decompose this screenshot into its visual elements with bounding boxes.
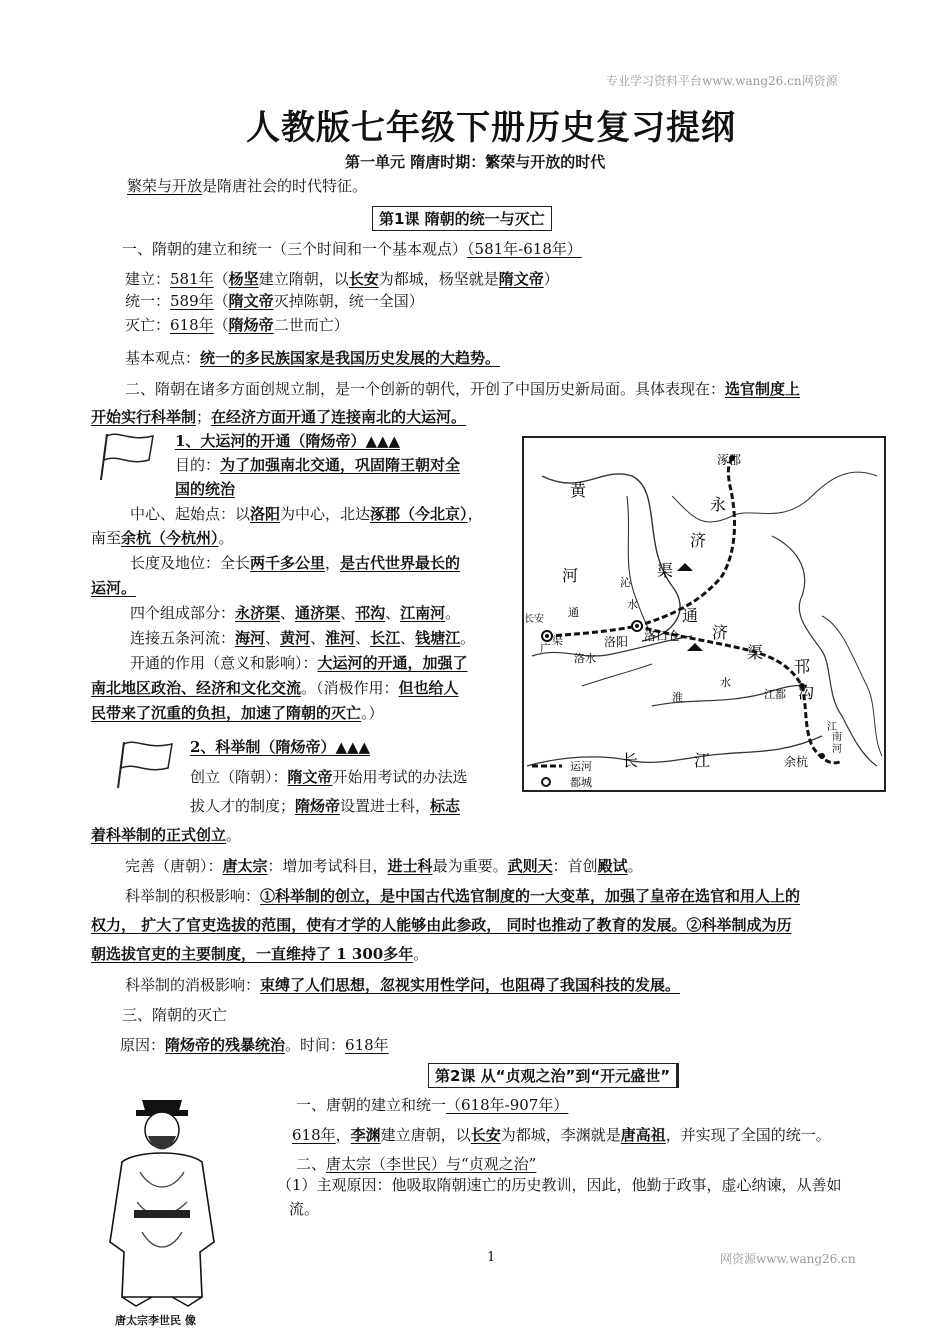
page-number: 1 bbox=[487, 1250, 496, 1265]
map-label-qin: 沁 bbox=[620, 576, 631, 589]
unit-heading: 第一单元 隋唐时期：繁荣与开放的时代 bbox=[345, 153, 606, 171]
keju-positive-2: 权力， 扩大了官吏选拔的范围，使有才学的人能够由此参政， 同时也推动了教育的发展。②科举制成为历 bbox=[91, 916, 792, 934]
footer-watermark: 网资源www.wang26.cn bbox=[720, 1252, 856, 1266]
map-label-jiang-s: 江 bbox=[827, 722, 837, 733]
section2-line1: 二、隋朝在诸多方面创规立制，是一个创新的朝代，开创了中国历史新局面。具体表现在：选官制度上 bbox=[125, 380, 801, 398]
fall-reason: 原因：隋炀帝的残暴统治。时间：618年 bbox=[120, 1036, 389, 1054]
map-legend-canal: 运河 bbox=[570, 760, 592, 773]
map-label-tong-b: 渠 bbox=[552, 634, 563, 647]
canal-length-2: 运河。 bbox=[91, 579, 137, 597]
map-label-qu2: 渠 bbox=[747, 643, 764, 662]
canal-effect-3: 民带来了沉重的负担，加速了隋朝的灭亡。） bbox=[91, 704, 384, 722]
lesson2-section2: 二、唐太宗（李世民）与“贞观之治” bbox=[296, 1155, 537, 1173]
canal-purpose: 目的：为了加强南北交通，巩固隋王朝对全 bbox=[175, 456, 461, 474]
map-label-nan: 南 bbox=[832, 732, 842, 743]
lesson1-heading: 第1课 隋朝的统一与灭亡 bbox=[372, 206, 552, 231]
section2-line2: 开始实行科举制；在经济方面开通了连接南北的大运河。 bbox=[91, 408, 467, 426]
lesson2-heading: 第2课 从“贞观之治”到“开元盛世” bbox=[428, 1063, 679, 1088]
map-label-chang: 长 bbox=[622, 751, 639, 770]
map-label-he: 河 bbox=[562, 566, 579, 585]
map-label-huai: 淮 bbox=[672, 691, 683, 704]
fall-line: 灭亡：618年（隋炀帝二世而亡） bbox=[125, 316, 349, 334]
keju-creation-3: 着科举制的正式创立。 bbox=[91, 826, 242, 844]
canal-effect-2: 南北地区政治、经济和文化交流。（消极作用：但也给人 bbox=[91, 679, 459, 697]
canal-center: 中心、起始点：以洛阳为中心，北达涿郡（今北京）， bbox=[130, 505, 483, 523]
portrait-caption: 唐太宗李世民 像 bbox=[115, 1314, 196, 1327]
canal-rivers: 连接五条河流：海河、黄河、淮河、长江、钱塘江。 bbox=[130, 629, 476, 647]
keju-improvement: 完善（唐朝）：唐太宗：增加考试科目，进士科最为重要。武则天：首创殿试。 bbox=[125, 857, 643, 875]
keju-heading: 2、科举制（隋炀帝）▲▲▲ bbox=[190, 738, 371, 756]
map-label-qu: 渠 bbox=[657, 561, 674, 580]
header-watermark: 专业学习资料平台www.wang26.cn网资源 bbox=[606, 74, 838, 88]
keju-negative: 科举制的消极影响：束缚了人们思想，忽视实用性学问，也阻碍了我国科技的发展。 bbox=[125, 976, 681, 994]
map-label-he2: 河 bbox=[832, 744, 842, 755]
map-label-gou: 沟 bbox=[798, 683, 815, 702]
map-label-shui: 水 bbox=[627, 598, 638, 611]
unification-line: 统一：589年（隋文帝灭掉陈朝，统一全国） bbox=[125, 292, 424, 310]
keju-creation-2: 拔人才的制度；隋炀帝设置进士科，标志 bbox=[190, 797, 461, 815]
grand-canal-map bbox=[522, 436, 886, 796]
page-title: 人教版七年级下册历史复习提纲 bbox=[246, 108, 736, 148]
reason-line-2: 流。 bbox=[289, 1200, 320, 1218]
canal-heading: 1、大运河的开通（隋炀帝）▲▲▲ bbox=[175, 432, 401, 450]
lesson2-section1: 一、唐朝的建立和统一（618年-907年） bbox=[296, 1096, 569, 1114]
keju-positive-3: 朝选拔官吏的主要制度，一直维持了 1 300多年。 bbox=[91, 945, 429, 963]
map-label-luoshui: 洛水 bbox=[574, 652, 596, 665]
map-legend-capital: 都城 bbox=[570, 776, 592, 789]
canal-parts: 四个组成部分：永济渠、通济渠、邗沟、江南河。 bbox=[130, 604, 461, 622]
keju-positive-1: 科举制的积极影响：①科举制的创立，是中国古代选官制度的一大变革，加强了皇帝在选官和用人上的 bbox=[125, 887, 801, 905]
portrait-tang-taizong bbox=[92, 1092, 232, 1314]
reason-line-1: （1）主观原因：他吸取隋朝速亡的历史教训，因此，他勤于政事，虚心纳谏，从善如 bbox=[277, 1176, 842, 1194]
map-label-luoyang: 洛阳 bbox=[604, 635, 629, 649]
map-label-huang: 黄 bbox=[570, 481, 587, 500]
map-label-jiang: 江 bbox=[694, 751, 711, 770]
basic-viewpoint: 基本观点：统一的多民族国家是我国历史发展的大趋势。 bbox=[125, 349, 501, 367]
map-label-ji: 济 bbox=[690, 531, 707, 550]
canal-purpose-2: 国的统治 bbox=[175, 480, 236, 498]
canal-effect: 开通的作用（意义和影响）：大运河的开通，加强了 bbox=[130, 654, 468, 672]
lesson1-section1: 一、隋朝的建立和统一（三个时间和一个基本观点）（581年-618年） bbox=[122, 240, 582, 258]
tang-founding: 618年，李渊建立唐朝，以长安为都城，李渊就是唐高祖，并实现了全国的统一。 bbox=[292, 1126, 831, 1144]
keju-creation-1: 创立（隋朝）：隋文帝开始用考试的办法选 bbox=[190, 768, 468, 786]
canal-south: 南至余杭（今杭州）。 bbox=[91, 529, 234, 547]
map-label-han: 邗 bbox=[794, 657, 811, 676]
canal-length: 长度及地位：全长两千多公里，是古代世界最长的 bbox=[130, 554, 461, 572]
map-label-zhuojun: 涿郡 bbox=[717, 453, 742, 467]
flag-icon bbox=[95, 430, 155, 486]
map-label-shui2: 水 bbox=[720, 676, 731, 689]
flag-icon bbox=[112, 738, 174, 794]
map-label-yong: 永 bbox=[710, 495, 727, 514]
lesson1-section3: 三、隋朝的灭亡 bbox=[122, 1006, 228, 1024]
map-label-yuhang: 余杭 bbox=[784, 755, 809, 769]
map-label-jiangdu: 江都 bbox=[764, 688, 786, 701]
map-label-tong-a: 通 bbox=[568, 606, 579, 619]
map-label-guang: 广 bbox=[540, 642, 551, 655]
map-label-luokoucang: 洛口仓 bbox=[644, 629, 681, 643]
founding-line: 建立：581年（杨坚建立隋朝，以长安为都城，杨坚就是隋文帝） bbox=[125, 270, 559, 288]
intro-line: 繁荣与开放是隋唐社会的时代特征。 bbox=[127, 177, 368, 195]
map-label-ji2: 济 bbox=[712, 623, 729, 642]
map-label-changan: 长安 bbox=[524, 614, 544, 625]
map-label-tong: 通 bbox=[682, 606, 699, 625]
